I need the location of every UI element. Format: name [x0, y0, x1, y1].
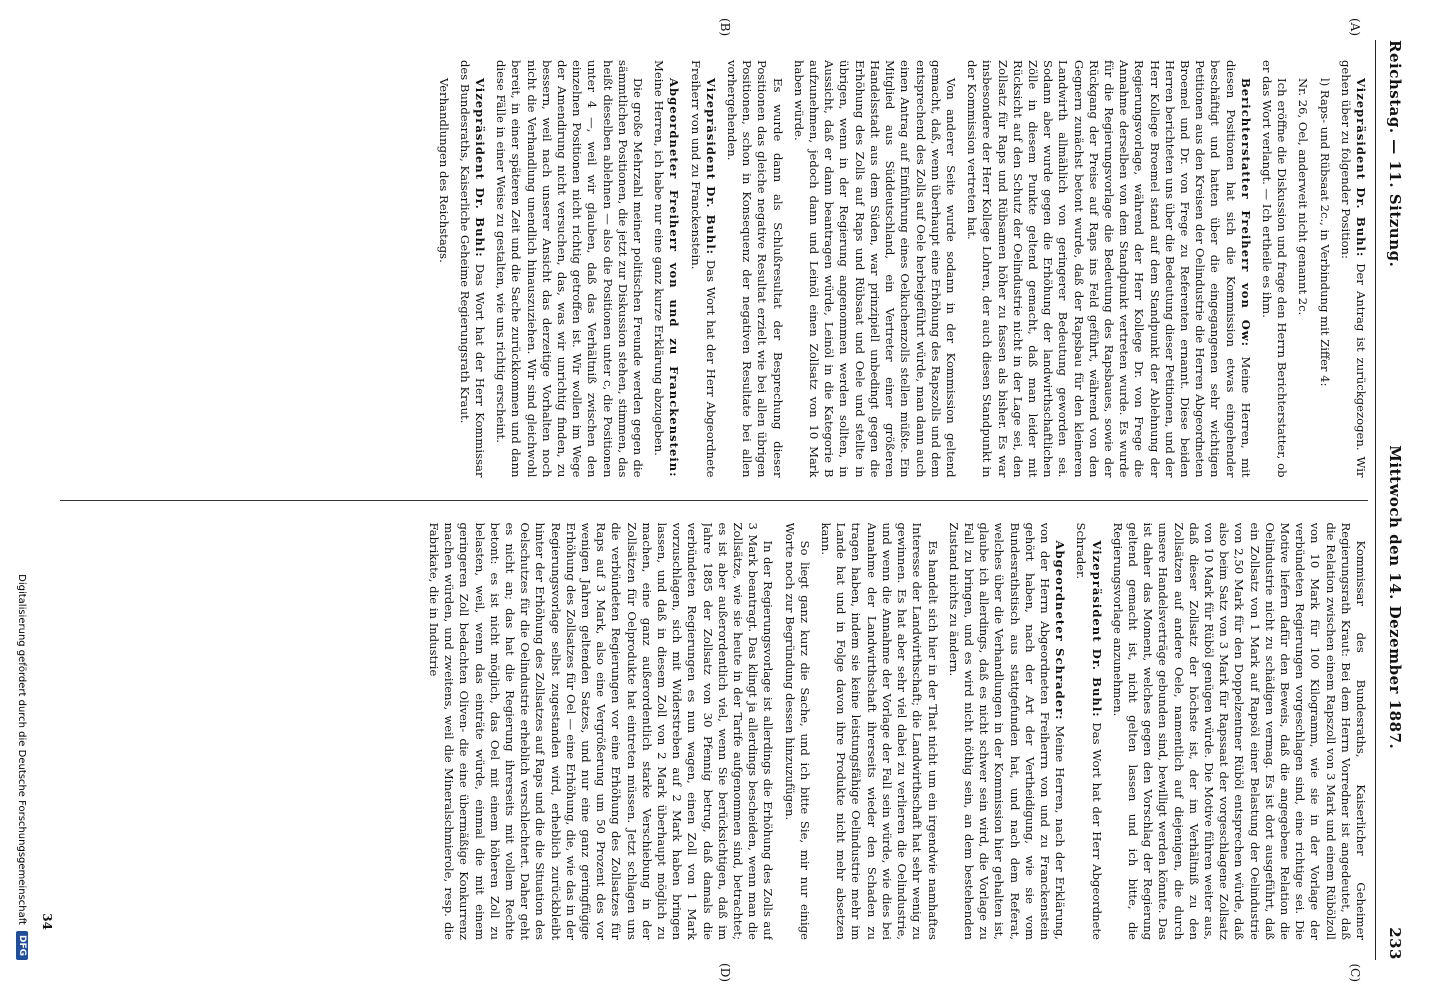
- paragraph-text: Meine Herren, mit diesen Positionen hat sich die Kommission etwas eingehender beschäftigt und hatten über die eingegangenen sehr wichtigen Petitionen aus den Kreisen der Oelindustrie die Herren Abgeordneten Broemel und Dr. von Frege zu Referenten ernannt. Diese beiden Herren berichteten uns über die Bedeutung dieser Petitionen, und der Herr Kollege Broemel stand auf dem Standpunkt der Ablehnung der Regierungsvorlage, während der Herr Kollege Dr. von Frege die Annahme derselben von dem Standpunkt vertreten wurde. Es wurde für die Regierungsvorlage die Bedeutung des Rapsbaues, sowie der Rückgang der Preise auf Raps ins Feld geführt, während von den Gegnern zunächst betont wurde, daß der Rapsbau für den kleineren Landwirth allmählich von geringerer Bedeutung geworden sei. Sodann aber wurde gegen die Erhöhung der landwirthschaftlichen Zölle in diesem Punkte geltend gemacht, daß man leider mit Rücksicht auf den Schutz der Oelindustrie nicht in der Lage sei, den Zollsatz für Raps und Rübsamen höher zu fassen als bisher. Es war insbesondere der Herr Kollege Lohren, der auch diesen Standpunkt in der Kommission vertreten hat.: [965, 60, 1253, 478]
- paragraph: [791, 60, 958, 478]
- paragraph: [651, 60, 681, 478]
- paragraph-text: Meine Herren, nach der Erklärung, von der Herrn Abgeordneten Freiherrn von und zu Franckenstein gehört haben, nach der Art der Vertheidigung, wie sie vom Bundesrathstisch aus stattgefunden hat, und nach dem Referat, welches über die Verhandlungen in der Kommission hier gehalten ist, glaube ich allerdings, daß es nicht schwer sein wird, die Vorlage zu Fall zu bringen, und es wird nicht nöthig sein, an dem bestehenden Zustand nichts zu ändern.: [946, 522, 1068, 940]
- paragraph: [781, 523, 811, 941]
- paragraph-text: Von anderer Seite wurde sodann in der Kommission geltend gemacht, daß, wenn überhaupt eine Erhöhung des Rapszolls und dem entsprechend des Zolls auf Oele herbeigeführt würde, man dann auch einen Antrag auf Einführung eines Oelkuchenzolls stellen müßte. Ein Mitglied aus Süddeutschland, ein Vertreter einer größeren Handelsstadt aus dem Süden, war prinzipiell unbedingt gegen die Erhöhung des Zolls auf Raps und Rübsaat und Oele und stellte in übrigen, wenn in der Regierung angenommen werden sollten, in Aussicht, daß er dann beantragen würde, Leinöl in die Kategorie B aufzunehmen, jedoch dann und Leinöl einen Zollsatz von 10 Mark haben würde.: [791, 60, 958, 478]
- text-columns: [60, 60, 1368, 940]
- paragraph: [724, 60, 785, 478]
- margin-mark-a: (A): [1348, 18, 1362, 37]
- dfg-logo: DFG: [16, 931, 28, 960]
- paragraph-text: Ich eröffne die Diskussion und frage den Herrn Berichterstatter, ob er das Wort verlangt. — Ich ertheile es ihm.: [1259, 60, 1290, 478]
- speaker-name: Vizepräsident Dr. Buhl:: [703, 78, 718, 256]
- paragraph: [818, 523, 940, 941]
- credit-text: Digitalisierung gefördert durch die Deutsche Forschungsgemeinschaft: [16, 574, 28, 925]
- paragraph: [946, 523, 1068, 941]
- speaker-name: Abgeordneter Schrader:: [1053, 540, 1068, 721]
- header-middle: Mittwoch den 14. Dezember 1887.: [1386, 445, 1404, 750]
- speaker-name: Vizepräsident Dr. Buhl:: [473, 78, 488, 258]
- column-left: [60, 60, 1368, 478]
- speaker-name: Berichterstatter Freiherr von Ow:: [1238, 78, 1253, 348]
- column-right: [60, 523, 1368, 941]
- paragraph-text: Meine Herren, ich habe nur eine ganz kurze Erklärung abzugeben.: [652, 60, 667, 456]
- paragraph: [1259, 60, 1289, 478]
- speaker-name: Vizepräsident Dr. Buhl:: [1089, 540, 1104, 718]
- paragraph: [1338, 60, 1368, 478]
- header-rule: [1375, 40, 1376, 960]
- paragraph: [687, 60, 717, 478]
- page-number: 233: [1386, 927, 1404, 960]
- paragraph-text: Kommissar des Bundesraths, Kaiserlicher Geheimer Regierungsrath Kraut: Bei dem Herrn Vorredner ist angedeutet, daß die Relation zwischen einem Rapszoll von 3 Mark und einem Rübölzoll von 10 Mark für 100 Kilogramm, wie sie in der Vorlage der verbündeten Regierungen vorgeschlagen sind, eine richtige sei. Die Motive liefern dafür den Beweis, daß die angegebene Relation die Oelindustrie nicht zu schädigen vermag. Es ist dort ausgeführt, daß ein Zollsatz von 1 Mark auf Rapsöl einer Belastung der Oelindustrie von 2,50 Mark für den Doppelzentner Rüböl entsprechen würde, daß also beim Satz von 3 Mark für Rapssaat der vorgeschlagene Zollsatz von 10 Mark für Rüböl genügen würde. Die Motive führen weiter aus, daß dieser Zollsatz der höchste ist, der im Verhältniß zu den Zollsätzen auf andere Oele, namentlich auf diejenigen, die durch unsere Handelsverträge gebunden sind, bewilligt werden könnte. Das ist daher das Moment, welches gegen den Vorschlag der Regierung geltend gemacht ist, nicht gelten lassen und ich bitte, die Regierungsvorlage anzunehmen.: [1110, 522, 1368, 940]
- paragraph: [1316, 60, 1331, 478]
- paragraph: [1295, 60, 1310, 478]
- paragraph: [435, 60, 450, 478]
- paragraph: [964, 60, 1253, 478]
- speaker-name: Vizepräsident Dr. Buhl:: [1354, 78, 1368, 258]
- margin-mark-b: (B): [718, 18, 732, 37]
- paragraph: [1110, 523, 1368, 941]
- paragraph-text: Es wurde dann als Schlußresultat der Besprechung dieser Positionen das gleiche negative Resultat erzielt wie bei allen übrigen Positionen, schon in Konsequenz der negativen Resultate bei allen vorhergehenden.: [725, 60, 785, 478]
- margin-mark-d: (D): [718, 963, 732, 982]
- paragraph-text: Das Wort hat der Herr Kommissar des Bundesraths, Kaiserliche Geheime Regierungsrath Kraut.: [457, 60, 488, 478]
- digitization-credit: [14, 40, 30, 960]
- signature-mark: 34: [40, 913, 54, 930]
- paragraph: [457, 60, 487, 478]
- paragraph-text: Nr. 26, Oel, anderweit nicht genannt 2c.: [1296, 78, 1311, 316]
- paragraph-text: Die große Mehrzahl meiner politischen Freunde werden gegen die sämmtlichen Positionen, die jetzt zur Diskussion stehen, stimmen, das heißt dieselben ablehnen — also die Positionen unter c, die Positionen unter 4 —, weil wir glauben, daß das Verhältniß zwischen den einzelnen Positionen nicht richtig getroffen ist. Wir wollen im Wege der Amendirung nicht versuchen, das, was wir unrichtig finden, zu bessern, weil nach unserer Ansicht das derzeitige Vorhalten noch nicht die Verhandlung unendlich hinauszuziehen. Wir sind gleichwohl bereit, in einer späteren Zeit und die Sache zurückkommen und dann diese Fälle in einer Weise zu gestalten, wie uns richtig erscheint.: [494, 60, 646, 478]
- paragraph-text: Das Wort hat der Herr Abgeordnete Schrader.: [1074, 522, 1104, 940]
- margin-mark-c: (C): [1348, 963, 1362, 982]
- speaker-name: Abgeordneter Freiherr von und zu Franckenstein:: [667, 78, 682, 478]
- paragraph-text: Der Antrag ist zurückgezogen. Wir gehen über zu folgender Position:: [1338, 60, 1368, 478]
- paragraph-text: Verhandlungen des Reichstags.: [436, 78, 451, 263]
- paragraph-text: In der Regierungsvorlage ist allerdings die Erhöhung des Zolls auf 3 Mark beantragt. Das klingt ja allerdings bescheiden, wenn man die Zollsätze, wie sie heute in der Tarife aufgenommen sind, betrachtet; es ist aber außerordentlich viel, wenn Sie berücksichtigen, daß im Jahre 1885 der Zollsatz von 30 Pfennig betrug, daß damals die verbündeten Regierungen es nun wagen, einen Zoll von 1 Mark vorzuschlagen, sich mit Widerstreben auf 2 Mark haben bringen lassen, und daß in diesem Zoll von 2 Mark überhaupt möglich zu machen, eine ganz außerordentlich starke Verschiebung in der Zollsätzen für Oelprodukte hat eintreten müssen. Jetzt schlagen uns die verbündeten Regierungen vor eine Erhöhung des Zollsatzes für Raps auf 3 Mark, also eine Vergrößerung um 50 Prozent des vor wenigen Jahren geltenden Satzes, und nur eine ganz geringfügige Erhöhung des Zollsatzes für Oel — eine Erhöhung, die, wie das in der Regierungsvorlage selbst zugestanden wird, erheblich zurückbleibt hinter der Erhöhung des Zollsatzes auf Raps und die die Situation des Oelschutzes für die Oelindustrie erheblich verschlechtert. Daher geht es nicht an; das hat die Regierung ihrerseits mit vollem Rechte betont: es ist nicht möglich, das Oel mit einem höheren Zoll zu belasten, weil, wenn das einträte würde, einmal die mit einem geringeren Zoll bedachten Oliven- die eine übermäßige Konkurrenz machen würden, und zweitens, weil die Mineralschmierole, resp. die Fabrikate, die in Industrie: [427, 522, 776, 940]
- paragraph: [493, 60, 645, 478]
- paragraph-text: Es handelt sich hier in der That nicht um ein irgendwie namhaftes Interesse der Landwirthschaft; die Landwirthschaft hat sehr wenig zu gewinnen. Es hat aber sehr viel dabei zu verlieren die Oelindustrie, und wenn die Annahme der Vorlage der Fall sein würde, wie dies bei Annahme der Landwirthschaft ihrerseits wieder den Schaden zu tragen haben, indem sie keine leistungsfähige Oelindustrie mehr im Lande hat und in Folge davon ihre Produkte nicht mehr absetzen kann.: [819, 522, 940, 940]
- paragraph-text: Das Wort hat der Herr Abgeordnete Freiherr von und zu Franckenstein.: [688, 60, 718, 478]
- paragraph-text: So liegt ganz kurz die Sache, und ich bitte Sie, mir nur einige Worte noch zur Begründung dessen hinzuzufügen.: [782, 522, 812, 940]
- page-header: [1380, 40, 1410, 960]
- paragraph: [426, 523, 776, 941]
- column-divider: [60, 500, 1368, 501]
- paragraph-text: l) Raps- und Rübsaat 2c., in Verbindung mit Ziffer 4:: [1317, 78, 1332, 387]
- header-left: Reichstag. — 11. Sitzung.: [1386, 40, 1404, 268]
- paragraph: [1073, 523, 1103, 941]
